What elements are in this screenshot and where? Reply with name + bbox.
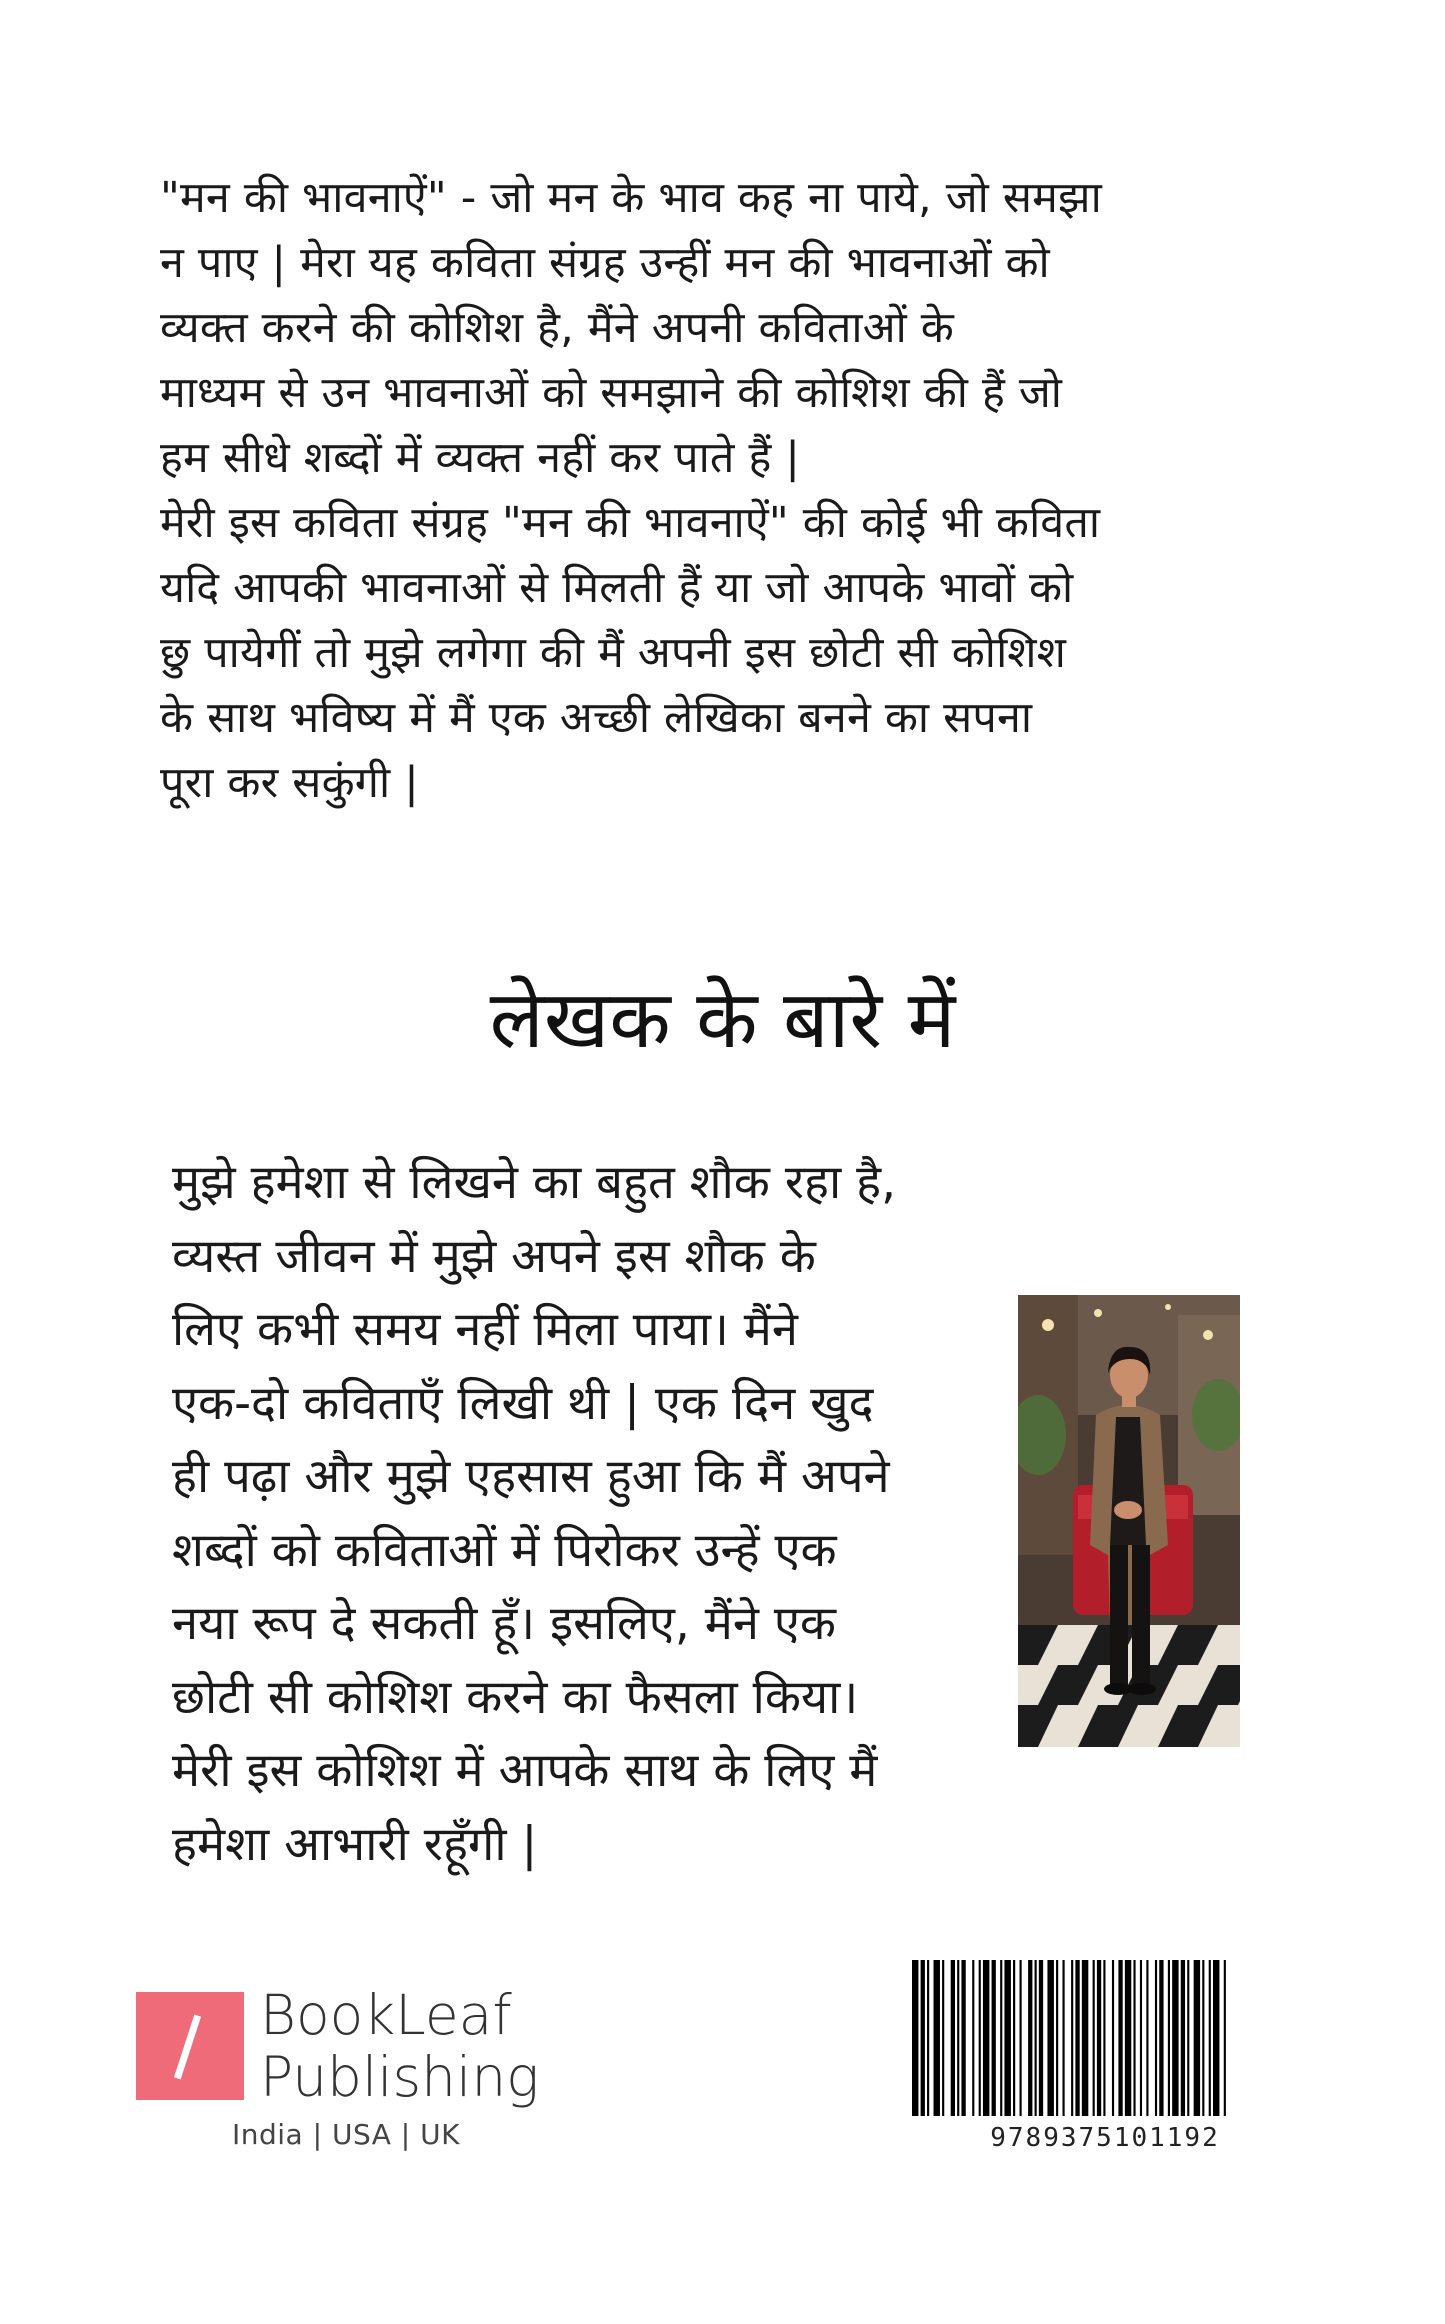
publisher-name-line2: Publishing [260, 2045, 540, 2109]
barcode-bar [1020, 1960, 1022, 2116]
about-author-heading: लेखक के बारे में [489, 973, 956, 1066]
barcode-bar [1181, 1960, 1185, 2116]
publisher-logo [136, 1983, 556, 2132]
bio-line: मुझे हमेशा से लिखने का बहुत शौक रहा है, [172, 1155, 897, 1210]
barcode-bar [1146, 1960, 1148, 2116]
bio-line: व्यस्त जीवन में मुझे अपने इस शौक के [172, 1228, 816, 1284]
barcode-bar [1097, 1960, 1101, 2116]
barcode-bar [934, 1960, 940, 2116]
barcode-bar [1112, 1960, 1114, 2116]
blurb-line: पूरा कर सकुंगी | [160, 758, 419, 808]
barcode-bar [1118, 1960, 1122, 2116]
blurb-line: हम सीधे शब्दों में व्यक्त नहीं कर पाते हैं | [160, 433, 801, 483]
barcode-bar [957, 1960, 959, 2116]
blurb-line: "मन की भावनाऐं" - जो मन के भाव कह ना पाये, जो समझा [160, 173, 1102, 223]
blurb-line: माध्यम से उन भावनाओं को समझाने की कोशिश की हैं जो [160, 368, 1063, 418]
barcode-bar [1004, 1960, 1010, 2116]
barcode-bar [1013, 1960, 1015, 2116]
barcode-bar [1093, 1960, 1095, 2116]
blurb-line: छु पायेगीं तो मुझे लगेगा की मैं अपनी इस छोटी सी कोशिश [160, 628, 1067, 678]
barcode-bar [1224, 1960, 1226, 2116]
bio-line: हमेशा आभारी रहूँगी | [172, 1816, 538, 1872]
barcode-bar [921, 1960, 925, 2116]
barcode-bar [1168, 1960, 1170, 2116]
barcode-bar [992, 1960, 996, 2116]
barcode-bar [1000, 1960, 1002, 2116]
publisher-name-line1: BookLeaf [260, 1983, 512, 2047]
blurb-line: के साथ भविष्य में मैं एक अच्छी लेखिका बनने का सपना [160, 693, 1033, 743]
barcode-bar [942, 1960, 944, 2116]
barcode-bar [912, 1960, 918, 2116]
barcode-bar [1063, 1960, 1065, 2116]
barcode-bar [972, 1960, 974, 2116]
barcode-bar [1035, 1960, 1037, 2116]
bio-line: ही पढ़ा और मुझे एहसास हुआ कि मैं अपने [172, 1449, 890, 1504]
barcode-bar [1133, 1960, 1135, 2116]
bio-line: मेरी इस कोशिश में आपके साथ के लिए मैं [172, 1743, 878, 1798]
barcode-bar [951, 1960, 955, 2116]
barcode-bar [1187, 1960, 1189, 2116]
book-blurb [160, 166, 1230, 816]
barcode-bar [1159, 1960, 1163, 2116]
bio-line: एक-दो कविताएँ लिखी थी | एक दिन खुद [172, 1375, 874, 1431]
barcode-bar [1125, 1960, 1131, 2116]
bio-line: लिए कभी समय नहीं मिला पाया। मैंने [172, 1302, 798, 1357]
barcode-bar [1047, 1960, 1053, 2116]
barcode-bar [1140, 1960, 1142, 2116]
barcode-bar [1071, 1960, 1073, 2116]
publisher-name [260, 1984, 539, 2108]
bio-line: छोटी सी कोशिश करने का फैसला किया। [172, 1669, 859, 1725]
slash-icon [174, 2015, 201, 2080]
isbn-number: 9789375101192 [990, 2123, 1220, 2153]
blurb-line: मेरी इस कविता संग्रह "मन की भावनाऐं" की कोई भी कविता [160, 498, 1101, 548]
barcode-bar [1082, 1960, 1088, 2116]
barcode-bar [1209, 1960, 1211, 2116]
barcode-bar [927, 1960, 929, 2116]
barcode-bar [983, 1960, 989, 2116]
barcode-bar [1194, 1960, 1200, 2116]
blurb-line: न पाए | मेरा यह कविता संग्रह उन्हीं मन की भावनाओं को [160, 238, 1050, 288]
barcode-bar [1056, 1960, 1058, 2116]
logo-mark [136, 1992, 244, 2100]
blurb-line: यदि आपकी भावनाओं से मिलती हैं या जो आपके भावों को [160, 563, 1074, 613]
barcode-bar [1075, 1960, 1079, 2116]
publisher-regions: India | USA | UK [232, 2118, 460, 2151]
barcode-bar [1028, 1960, 1032, 2116]
author-photo [1018, 1295, 1240, 1747]
author-bio [172, 1146, 972, 1881]
barcode-bar [979, 1960, 981, 2116]
barcode-bar [1155, 1960, 1157, 2116]
barcode-bar [961, 1960, 965, 2116]
barcode-bar [1202, 1960, 1204, 2116]
bio-line: शब्दों को कविताओं में पिरोकर उन्हें एक [172, 1522, 837, 1578]
bio-line: नया रूप दे सकती हूँ। इसलिए, मैंने एक [172, 1596, 836, 1651]
blurb-line: व्यक्त करने की कोशिश है, मैंने अपनी कविताओं के [160, 303, 955, 353]
barcode-bar [1039, 1960, 1043, 2116]
barcode-bar [1103, 1960, 1105, 2116]
isbn-barcode [912, 1960, 1298, 2116]
barcode-bar [1213, 1960, 1219, 2116]
barcode-bar [1172, 1960, 1178, 2116]
